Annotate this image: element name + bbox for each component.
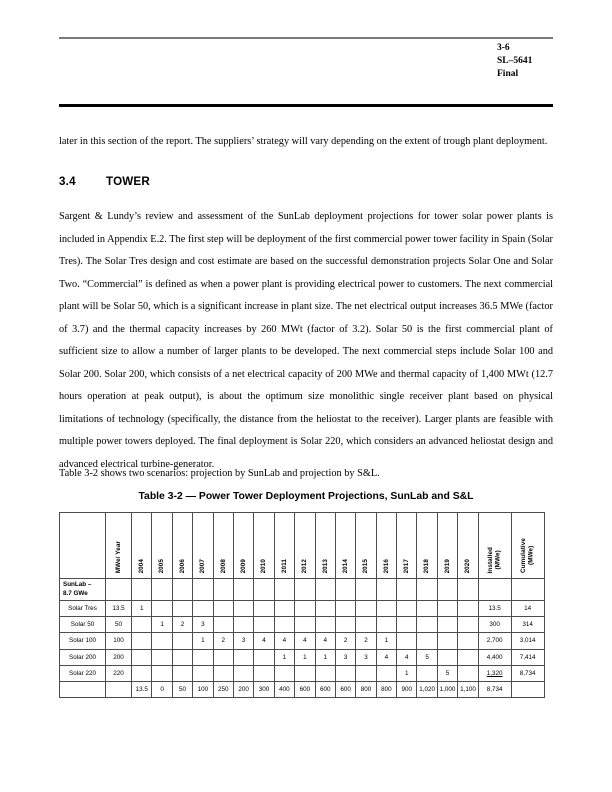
table-cell-2018: [417, 665, 437, 681]
table-section-cell: [274, 579, 294, 601]
table-row: [60, 665, 545, 681]
document-header-block: [497, 42, 597, 82]
table-totals-2013: 600: [315, 681, 335, 698]
table-header-year-2020: 2020: [458, 513, 478, 579]
table-cell-2019: [437, 601, 457, 617]
table-section-cell: [397, 579, 417, 601]
table-cell-2004: [132, 617, 152, 633]
table-cell-2004: [132, 649, 152, 665]
section-title: TOWER: [106, 175, 150, 188]
table-cell-2016: 1: [376, 633, 396, 649]
table-cell-2006: [172, 601, 192, 617]
table-cell-2018: [417, 633, 437, 649]
table-cell-2013: 1: [315, 649, 335, 665]
table-row-cumulative: 14: [511, 601, 544, 617]
table-row-cumulative: 314: [511, 617, 544, 633]
header-page-number: 3-6: [497, 43, 510, 53]
table-section-cell: [254, 579, 274, 601]
table-header-year-2019: 2019: [437, 513, 457, 579]
deployment-table: [59, 512, 545, 698]
table-header-year-2013: 2013: [315, 513, 335, 579]
table-cell-2006: 2: [172, 617, 192, 633]
table-cell-2013: [315, 665, 335, 681]
table-cell-2015: [356, 665, 376, 681]
table-cell-2019: 5: [437, 665, 457, 681]
table-totals-2019: 1,000: [437, 681, 457, 698]
table-header-year-2014: 2014: [335, 513, 355, 579]
table-cell-2004: 1: [132, 601, 152, 617]
table-cell-2011: 1: [274, 649, 294, 665]
table-cell-2011: [274, 617, 294, 633]
table-cell-2017: 1: [397, 665, 417, 681]
table-cell-2005: [152, 601, 172, 617]
table-cell-2009: [233, 617, 253, 633]
table-section-cell: [213, 579, 233, 601]
table-row-label: Solar 50: [60, 617, 106, 633]
table-cell-2014: 2: [335, 633, 355, 649]
table-row-installed: 1,320: [478, 665, 511, 681]
table-row: [60, 649, 545, 665]
table-cell-2020: [458, 665, 478, 681]
table-section-cell: [478, 579, 511, 601]
table-totals-2004: 13.5: [132, 681, 152, 698]
table-cell-2007: 3: [193, 617, 213, 633]
table-cell-2016: [376, 617, 396, 633]
table-cell-2007: 1: [193, 633, 213, 649]
table-totals-2012: 600: [295, 681, 315, 698]
table-row-cumulative: 8,734: [511, 665, 544, 681]
table-cell-2012: [295, 617, 315, 633]
table-cell-2007: [193, 601, 213, 617]
table-row-label: Solar Tres: [60, 601, 106, 617]
table-cell-2020: [458, 649, 478, 665]
table-cell-2012: 1: [295, 649, 315, 665]
table-totals-2009: 200: [233, 681, 253, 698]
table-cell-2009: [233, 601, 253, 617]
table-row-cumulative: 7,414: [511, 649, 544, 665]
table-header-year-2016: 2016: [376, 513, 396, 579]
table-row: [60, 617, 545, 633]
table-section-row: [60, 579, 545, 601]
table-totals-2014: 600: [335, 681, 355, 698]
section-heading: [59, 175, 553, 188]
table-cell-2014: [335, 617, 355, 633]
table-cell-2012: 4: [295, 633, 315, 649]
table-cell-2011: [274, 601, 294, 617]
table-cell-2018: 5: [417, 649, 437, 665]
header-status: Final: [497, 69, 519, 80]
table-section-cell: [193, 579, 213, 601]
header-rule-top: [59, 37, 553, 39]
table-cell-2008: [213, 649, 233, 665]
table-cell-2009: 3: [233, 633, 253, 649]
table-cell-2015: 2: [356, 633, 376, 649]
table-header-mwe-year: MWe/ Year: [106, 513, 132, 579]
table-cell-2005: 1: [152, 617, 172, 633]
table-row-installed: 4,400: [478, 649, 511, 665]
table-section-cell: [458, 579, 478, 601]
table-cell-2017: 4: [397, 649, 417, 665]
table-cell-2016: 4: [376, 649, 396, 665]
table-cell-2020: [458, 617, 478, 633]
table-header-year-2010: 2010: [254, 513, 274, 579]
table-cell-2010: [254, 665, 274, 681]
table-section-cell: [376, 579, 396, 601]
table-cell-2010: [254, 601, 274, 617]
table-row-mwe: 13.5: [106, 601, 132, 617]
table-totals-2018: 1,020: [417, 681, 437, 698]
table-section-cell: [356, 579, 376, 601]
table-cell-2010: 4: [254, 633, 274, 649]
table-cell-2011: 4: [274, 633, 294, 649]
table-totals-2006: 50: [172, 681, 192, 698]
deployment-table-wrapper: [59, 512, 545, 698]
table-header-year-2004: 2004: [132, 513, 152, 579]
table-cell-2006: [172, 633, 192, 649]
table-header-cumulative: Cumulative (MWe): [511, 513, 544, 579]
table-header-year-2018: 2018: [417, 513, 437, 579]
table-cell-2014: 3: [335, 649, 355, 665]
table-section-label: SunLab – 8.7 GWe: [60, 579, 106, 601]
table-section-cell: [511, 579, 544, 601]
table-cell-2020: [458, 601, 478, 617]
table-totals-mwe: [106, 681, 132, 698]
table-row-installed: 2,700: [478, 633, 511, 649]
table-totals-label: [60, 681, 106, 698]
table-cell-2018: [417, 617, 437, 633]
table-cell-2017: [397, 633, 417, 649]
table-cell-2004: [132, 665, 152, 681]
table-cell-2016: [376, 665, 396, 681]
table-cell-2005: [152, 633, 172, 649]
table-header-label-col: [60, 513, 106, 579]
table-section-cell: [315, 579, 335, 601]
table-cell-2020: [458, 633, 478, 649]
table-header-row: [60, 513, 545, 579]
table-cell-2005: [152, 665, 172, 681]
table-section-cell: [172, 579, 192, 601]
paragraph-table-lead: Table 3-2 shows two scenarios: projection by SunLab and projection by S&L.: [59, 468, 380, 479]
table-cell-2008: [213, 665, 233, 681]
table-cell-2008: 2: [213, 633, 233, 649]
paragraph-intro: later in this section of the report. The suppliers’ strategy will vary depending on the extent of trough plant deployment.: [59, 136, 548, 147]
table-totals-2017: 900: [397, 681, 417, 698]
header-doc-number: SL–5641: [497, 56, 533, 67]
table-totals-2016: 800: [376, 681, 396, 698]
table-cell-2014: [335, 601, 355, 617]
table-totals-2007: 100: [193, 681, 213, 698]
table-header-year-2008: 2008: [213, 513, 233, 579]
table-totals-2015: 800: [356, 681, 376, 698]
table-cell-2018: [417, 601, 437, 617]
table-header-year-2015: 2015: [356, 513, 376, 579]
table-caption: Table 3-2 — Power Tower Deployment Projections, SunLab and S&L: [138, 491, 474, 502]
table-cell-2019: [437, 633, 457, 649]
table-cell-2015: 3: [356, 649, 376, 665]
paragraph-tower-body: Sargent & Lundy’s review and assessment of the SunLab deployment projections for tower solar power plants is included in Appendix E.2. The first step will be deployment of the first commercial power tower facility in Spain (Solar Tres). The Solar Tres design and cost estimate are based on the successful demonstration projects Solar One and Solar Two. “Commercial” is defined as when a power plant is providing electrical power to customers. The next commercial plant will be Solar 50, which is a significant increase in plant size. The net electrical output increases 36.5 MWe (factor of 3.7) and the thermal capacity increases by 260 MWt (factor of 3.2). Solar 50 is the first commercial plant of sufficient size to allow a number of larger plants to be developed. The next commercial steps include Solar 100 and Solar 200. Solar 200, which consists of a net electrical capacity of 200 MWe and thermal capacity of 1,400 MWt (12.7 hours operation at peak output), is about the optimum size monolithic single receiver plant based on physical limitations of technology (specifically, the distance from the heliostat to the receiver). Larger plants are feasible with multiple power towers deployed. The final deployment is Solar 220, which considers an advanced heliostat design and advanced electrical turbine-generator.: [59, 211, 553, 470]
table-header-year-2007: 2007: [193, 513, 213, 579]
table-section-cell: [295, 579, 315, 601]
table-section-cell: [152, 579, 172, 601]
table-cell-2006: [172, 649, 192, 665]
table-cell-2005: [152, 649, 172, 665]
table-totals-2008: 250: [213, 681, 233, 698]
table-section-cell: [437, 579, 457, 601]
table-cell-2010: [254, 649, 274, 665]
table-row-label: Solar 220: [60, 665, 106, 681]
table-section-cell: [417, 579, 437, 601]
table-cell-2013: [315, 617, 335, 633]
table-section-cell: [335, 579, 355, 601]
table-totals-2005: 0: [152, 681, 172, 698]
table-cell-2009: [233, 665, 253, 681]
table-cell-2016: [376, 601, 396, 617]
table-cell-2010: [254, 617, 274, 633]
table-cell-2017: [397, 601, 417, 617]
table-cell-2014: [335, 665, 355, 681]
table-header-year-2009: 2009: [233, 513, 253, 579]
table-cell-2007: [193, 649, 213, 665]
table-cell-2008: [213, 617, 233, 633]
table-cell-2008: [213, 601, 233, 617]
table-row-mwe: 220: [106, 665, 132, 681]
table-row-mwe: 200: [106, 649, 132, 665]
table-header-installed: Installed (MWe): [478, 513, 511, 579]
table-cell-2017: [397, 617, 417, 633]
table-cell-2006: [172, 665, 192, 681]
table-cell-2012: [295, 665, 315, 681]
table-totals-row: [60, 681, 545, 698]
table-section-cell: [233, 579, 253, 601]
table-cell-2012: [295, 601, 315, 617]
table-section-cell: [106, 579, 132, 601]
table-row-mwe: 50: [106, 617, 132, 633]
table-cell-2013: [315, 601, 335, 617]
table-section-cell: [132, 579, 152, 601]
table-row-installed: 300: [478, 617, 511, 633]
table-row-label: Solar 100: [60, 633, 106, 649]
table-row-cumulative: 3,014: [511, 633, 544, 649]
table-header-year-2005: 2005: [152, 513, 172, 579]
table-totals-2020: 1,100: [458, 681, 478, 698]
table-cell-2013: 4: [315, 633, 335, 649]
table-row-label: Solar 200: [60, 649, 106, 665]
table-cell-2019: [437, 649, 457, 665]
table-cell-2015: [356, 601, 376, 617]
header-rule-bottom: [59, 104, 553, 107]
table-cell-2019: [437, 617, 457, 633]
table-cell-2004: [132, 633, 152, 649]
table-row: [60, 601, 545, 617]
table-header-year-2017: 2017: [397, 513, 417, 579]
table-row-mwe: 100: [106, 633, 132, 649]
table-header-year-2012: 2012: [295, 513, 315, 579]
section-number: 3.4: [59, 175, 76, 188]
table-cell-2011: [274, 665, 294, 681]
table-header-year-2011: 2011: [274, 513, 294, 579]
table-totals-cumulative: [511, 681, 544, 698]
table-header-year-2006: 2006: [172, 513, 192, 579]
table-cell-2009: [233, 649, 253, 665]
table-cell-2007: [193, 665, 213, 681]
table-totals-installed: 8,734: [478, 681, 511, 698]
table-row-installed: 13.5: [478, 601, 511, 617]
table-cell-2015: [356, 617, 376, 633]
table-totals-2010: 300: [254, 681, 274, 698]
table-row: [60, 633, 545, 649]
table-totals-2011: 400: [274, 681, 294, 698]
